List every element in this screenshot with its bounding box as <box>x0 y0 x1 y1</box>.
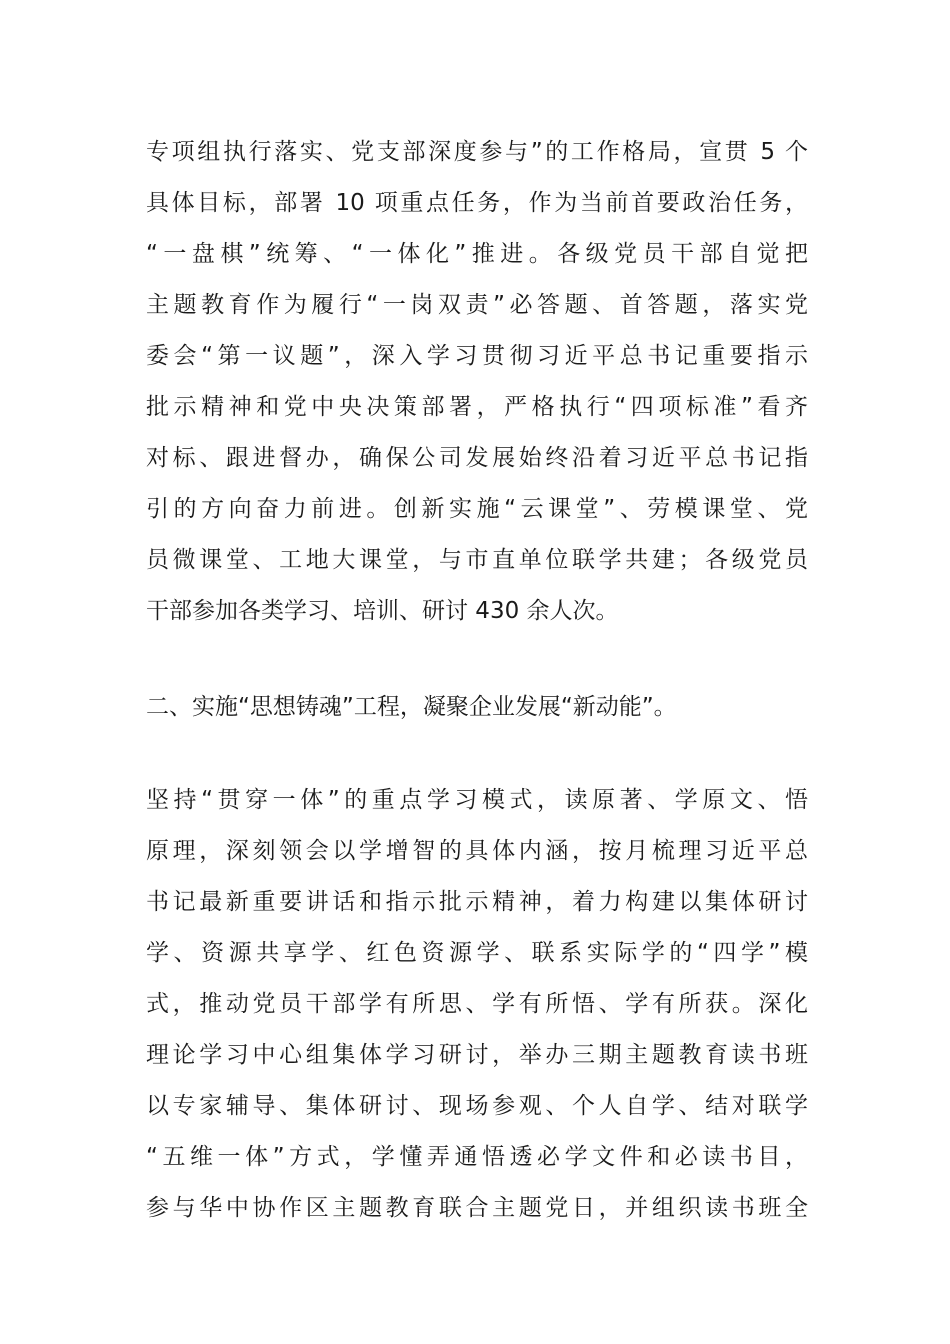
paragraph-spacer <box>146 733 808 775</box>
paragraph-1 <box>146 127 808 637</box>
text-line: 学、资源共享学、红色资源学、联系实际学的“四学”模 <box>146 940 808 966</box>
text-line: 主题教育作为履行“一岗双责”必答题、首答题，落实党 <box>146 292 808 318</box>
text-line: 书记最新重要讲话和指示批示精神，着力构建以集体研讨 <box>146 889 808 915</box>
text-line: 具体目标，部署 10 项重点任务，作为当前首要政治任务， <box>146 190 808 216</box>
text-line: “一盘棋”统筹、“一体化”推进。各级党员干部自觉把 <box>146 241 808 267</box>
paragraph-spacer <box>146 637 808 682</box>
text-line: 以专家辅导、集体研讨、现场参观、个人自学、结对联学 <box>146 1093 808 1119</box>
text-line: 引的方向奋力前进。创新实施“云课堂”、劳模课堂、党 <box>146 496 808 522</box>
text-line: 委会“第一议题”，深入学习贯彻习近平总书记重要指示 <box>146 343 808 369</box>
text-line: 坚持“贯穿一体”的重点学习模式，读原著、学原文、悟 <box>146 787 808 813</box>
paragraph-2 <box>146 775 808 1234</box>
text-line: “五维一体”方式，学懂弄通悟透必学文件和必读书目， <box>146 1144 808 1170</box>
text-line: 专项组执行落实、党支部深度参与”的工作格局，宣贯 5 个 <box>146 139 808 165</box>
text-line: 理论学习中心组集体学习研讨，举办三期主题教育读书班 <box>146 1042 808 1068</box>
section-heading: 二、实施“思想铸魂”工程，凝聚企业发展“新动能”。 <box>146 694 677 720</box>
text-line: 批示精神和党中央决策部署，严格执行“四项标准”看齐 <box>146 394 808 420</box>
text-line: 式，推动党员干部学有所思、学有所悟、学有所获。深化 <box>146 991 808 1017</box>
text-line: 原理，深刻领会以学增智的具体内涵，按月梳理习近平总 <box>146 838 808 864</box>
document-body <box>146 127 808 1234</box>
text-line: 员微课堂、工地大课堂，与市直单位联学共建；各级党员 <box>146 547 808 573</box>
text-line: 干部参加各类学习、培训、研讨 430 余人次。 <box>146 598 619 624</box>
text-line: 对标、跟进督办，确保公司发展始终沿着习近平总书记指 <box>146 445 808 471</box>
text-line: 参与华中协作区主题教育联合主题党日，并组织读书班全 <box>146 1195 808 1221</box>
